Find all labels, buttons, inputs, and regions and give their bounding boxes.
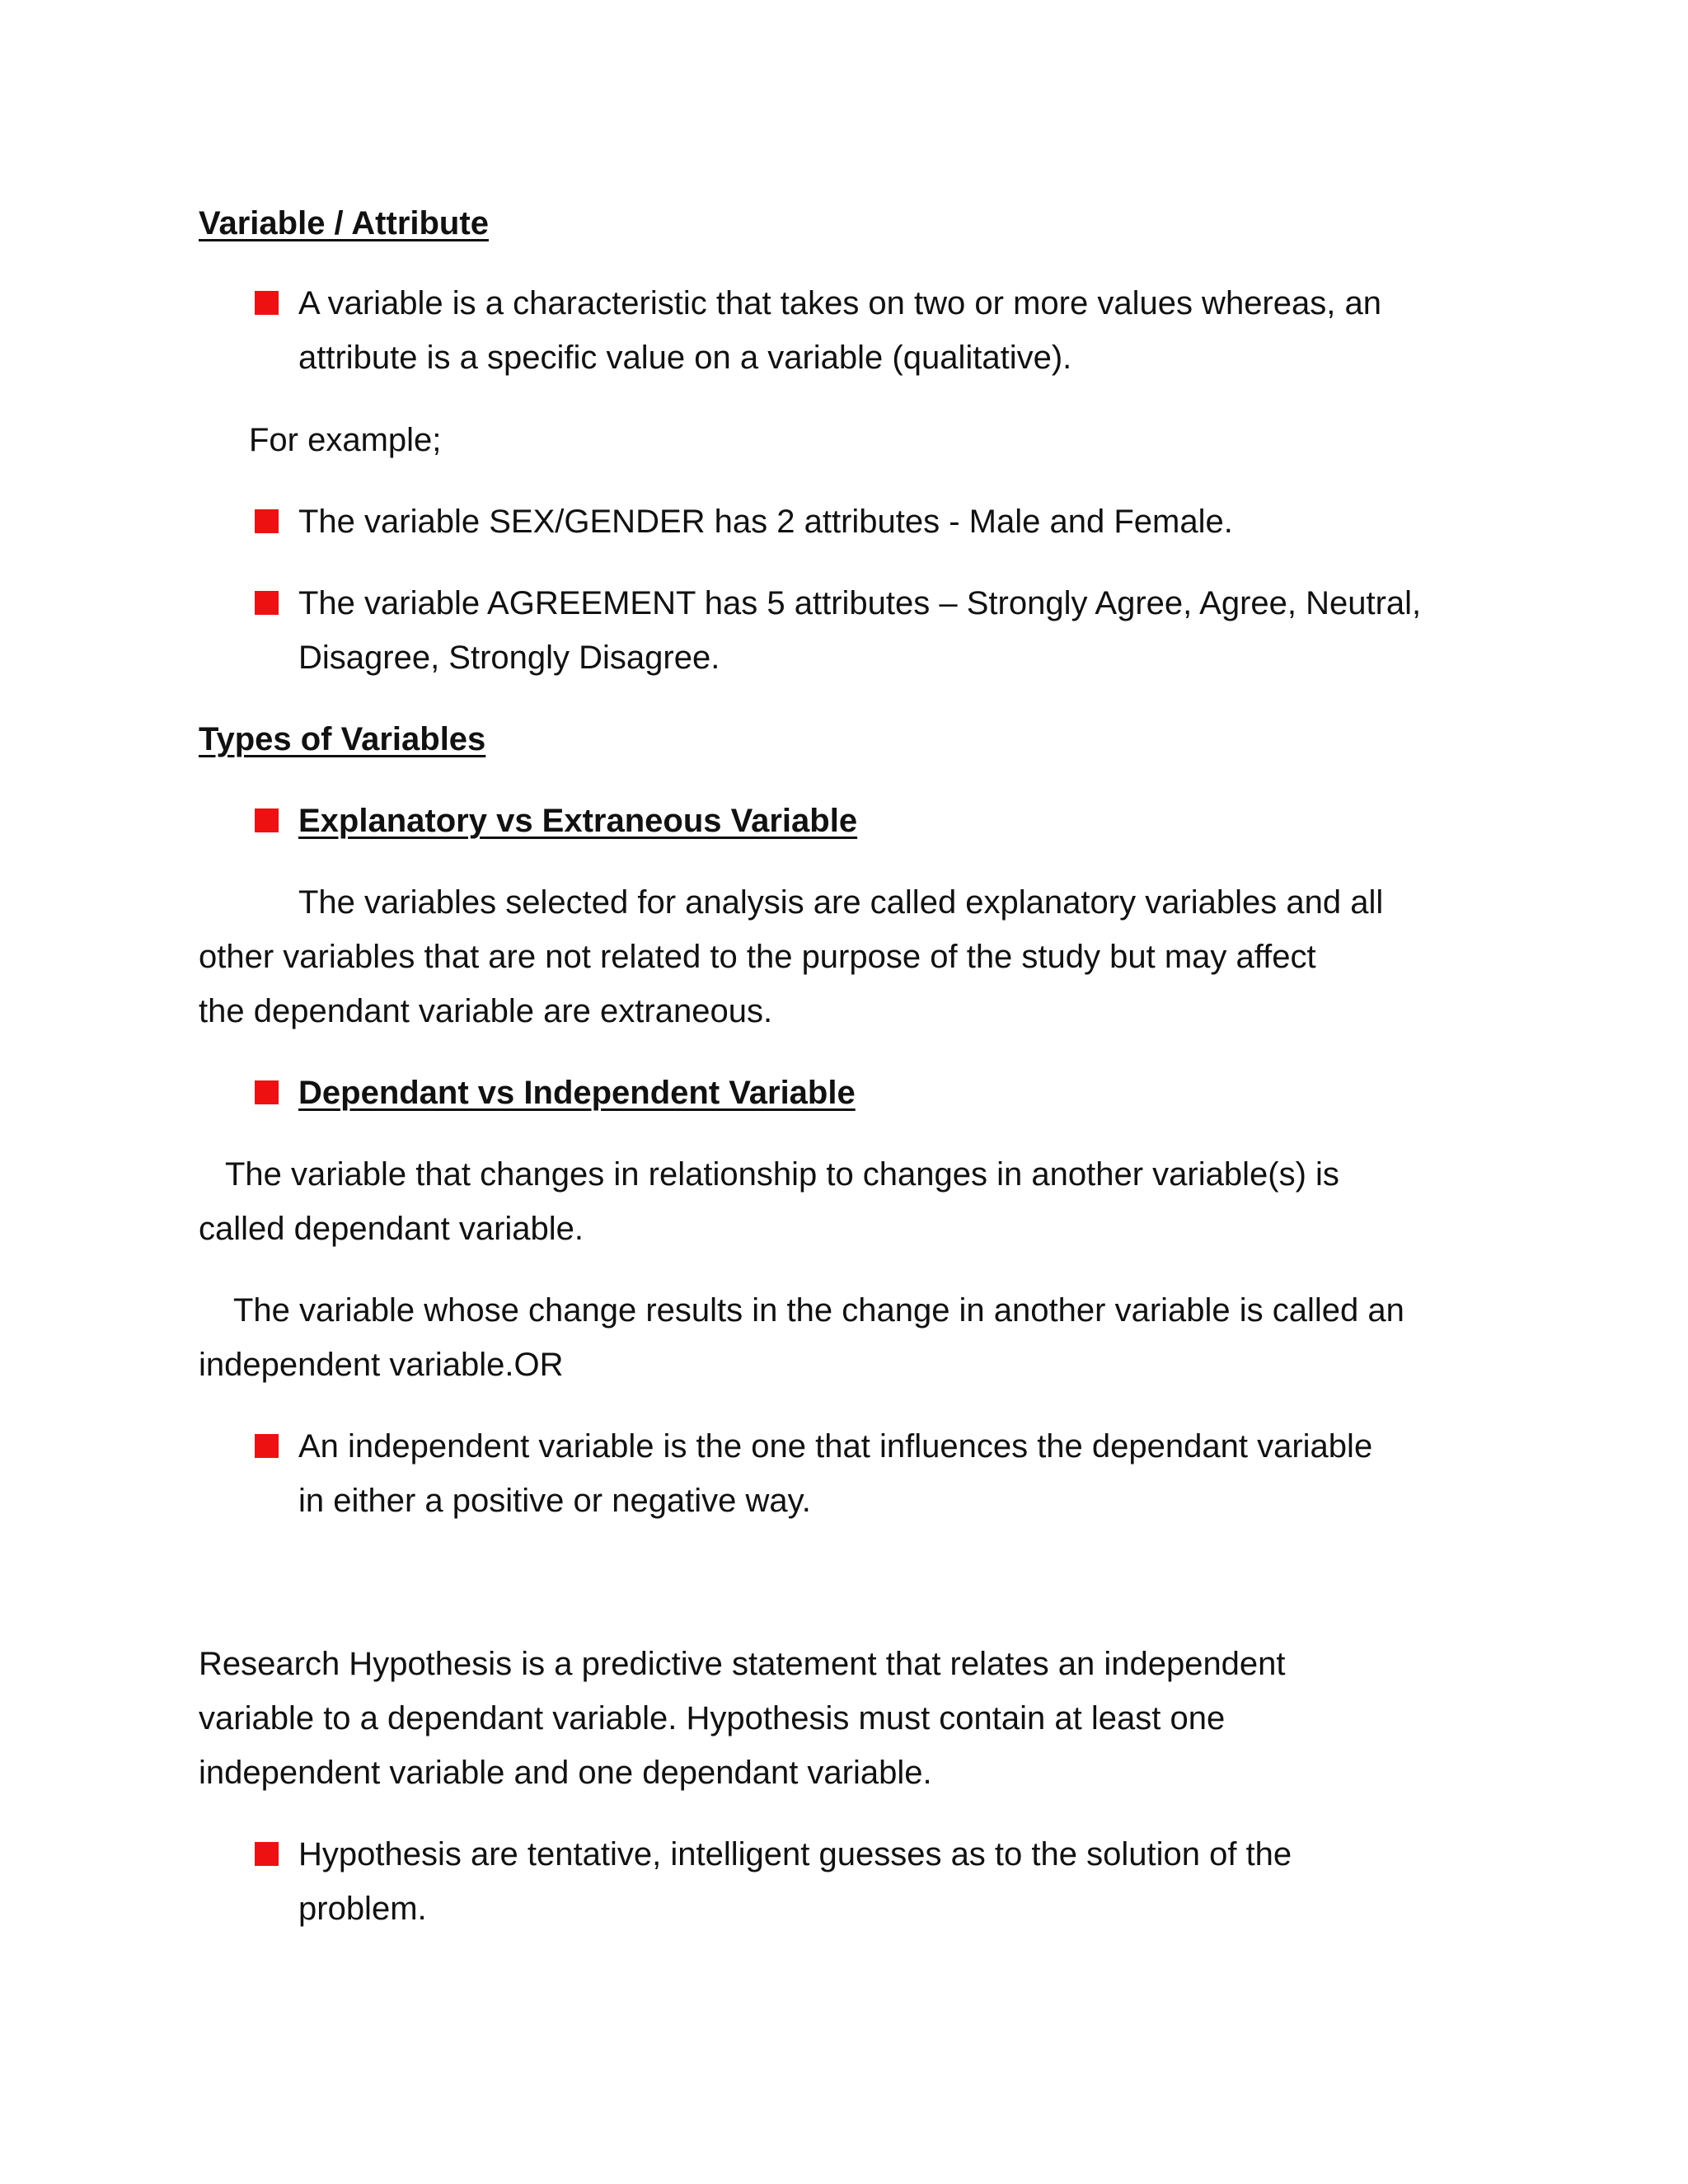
bullet-text-line: The variable AGREEMENT has 5 attributes – Strongly Agree, Agree, Neutral, — [298, 585, 1422, 621]
paragraph-line: The variable that changes in relationship to changes in another variable(s) is — [225, 1156, 1339, 1193]
paragraph-line: independent variable and one dependant variable. — [199, 1755, 932, 1791]
paragraph-line: the dependant variable are extraneous. — [199, 993, 773, 1029]
paragraph-line: other variables that are not related to the purpose of the study but may affect — [199, 939, 1316, 975]
bullet-icon — [255, 509, 279, 533]
bullet-text-line: The variable SEX/GENDER has 2 attributes - Male and Female. — [298, 504, 1233, 540]
subheading-explanatory-extraneous: Explanatory vs Extraneous Variable — [298, 803, 858, 839]
paragraph-line: called dependant variable. — [199, 1211, 584, 1247]
bullet-text-line: An independent variable is the one that influences the dependant variable — [298, 1428, 1373, 1465]
paragraph-line: independent variable.OR — [199, 1347, 564, 1383]
heading-types-of-variables: Types of Variables — [199, 721, 486, 757]
paragraph-line: The variable whose change results in the change in another variable is called an — [233, 1292, 1404, 1329]
paragraph-line: The variables selected for analysis are called explanatory variables and all — [298, 884, 1384, 921]
bullet-text-line: attribute is a specific value on a variable (qualitative). — [298, 340, 1072, 376]
heading-variable-attribute: Variable / Attribute — [199, 205, 489, 241]
bullet-icon — [255, 808, 279, 832]
paragraph-line: Research Hypothesis is a predictive statement that relates an independent — [199, 1646, 1286, 1682]
bullet-text-line: problem. — [298, 1891, 427, 1927]
paragraph-line: variable to a dependant variable. Hypothesis must contain at least one — [199, 1700, 1226, 1736]
subheading-dependant-independent: Dependant vs Independent Variable — [298, 1075, 856, 1111]
bullet-icon — [255, 1080, 279, 1104]
bullet-icon — [255, 1842, 279, 1866]
bullet-text-line: A variable is a characteristic that takes on two or more values whereas, an — [298, 285, 1381, 321]
bullet-icon — [255, 1434, 279, 1458]
bullet-text-line: Hypothesis are tentative, intelligent guesses as to the solution of the — [298, 1836, 1292, 1872]
bullet-text-line: in either a positive or negative way. — [298, 1483, 811, 1519]
bullet-icon — [255, 591, 279, 615]
bullet-text-line: Disagree, Strongly Disagree. — [298, 640, 720, 676]
bullet-icon — [255, 291, 279, 315]
example-label: For example; — [249, 422, 442, 458]
